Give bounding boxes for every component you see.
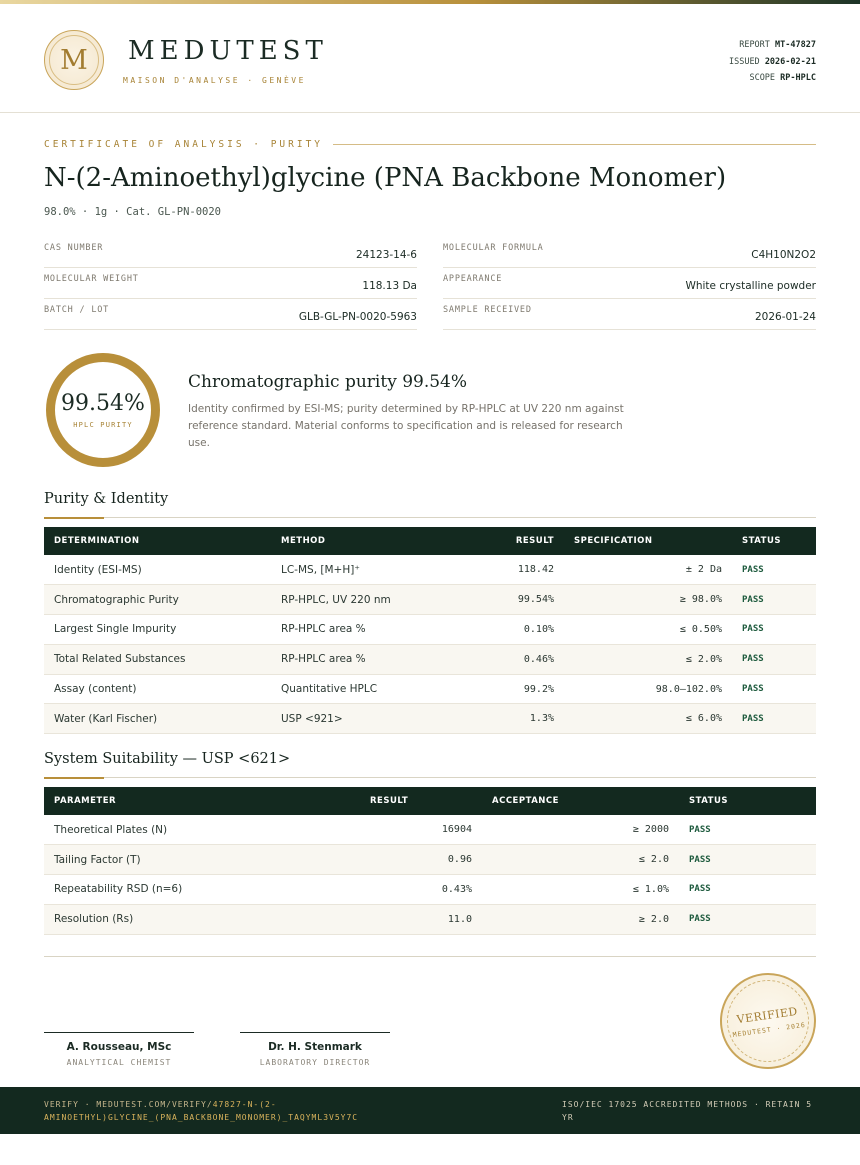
- issued-label: ISSUED: [728, 56, 760, 67]
- product-subtitle: 98.0% · 1g · Cat. GL-PN-0020: [44, 206, 222, 218]
- cell-parameter: Resolution (Rs): [54, 913, 134, 926]
- cell-method: Quantitative HPLC: [281, 683, 378, 696]
- footer-divider: [44, 956, 816, 957]
- identity-section-heading: [44, 488, 816, 518]
- identity-table-header: [44, 527, 816, 555]
- spec-value: 24123-14-6: [355, 249, 417, 261]
- stamp-subtext: MEDUTEST · 2026: [732, 1020, 807, 1039]
- spec-label: CAS NUMBER: [44, 243, 104, 253]
- verify-link[interactable]: 47827-N-(2-AMINOETHYL)GLYCINE_(PNA_BACKBONE_MONOMER)_TAQYML3V5Y7C: [44, 1100, 359, 1122]
- cell-method: RP-HPLC area %: [281, 653, 366, 666]
- spec-label: APPEARANCE: [443, 274, 503, 284]
- brand-name: MEDUTEST: [128, 36, 328, 66]
- col-status: STATUS: [689, 796, 729, 806]
- purity-value: 99.54%: [61, 390, 145, 416]
- table-row: [44, 674, 816, 704]
- suitability-section-heading: [44, 748, 816, 778]
- suitability-table: [44, 787, 816, 935]
- verify-line: [44, 1098, 424, 1124]
- brand-logo-seal: [44, 30, 104, 90]
- signature-analytical-chemist: [44, 1032, 194, 1067]
- table-row: [44, 555, 816, 585]
- cell-status: PASS: [742, 594, 764, 605]
- cell-result: 0.43%: [441, 883, 472, 895]
- cell-status: PASS: [689, 854, 711, 865]
- certificate-kicker-text: CERTIFICATE OF ANALYSIS · PURITY: [44, 139, 324, 150]
- report-id: MT-47827: [775, 40, 816, 50]
- cell-determination: Identity (ESI-MS): [54, 563, 142, 576]
- signatory-name: A. Rousseau, MSc: [66, 1041, 172, 1053]
- table-row: [44, 845, 816, 875]
- col-determination: DETERMINATION: [54, 536, 140, 546]
- col-parameter: PARAMETER: [54, 796, 117, 806]
- cell-result: 99.54%: [517, 594, 554, 606]
- verify-prefix: VERIFY · MEDUTEST.COM/VERIFY/: [44, 1100, 213, 1109]
- cell-result: 1.3%: [529, 713, 554, 725]
- col-status: STATUS: [742, 536, 782, 546]
- issued-date: 2026-02-21: [764, 56, 816, 67]
- cell-specification: ± 2 Da: [685, 564, 722, 576]
- cell-result: 0.46%: [523, 653, 554, 665]
- report-label: REPORT: [739, 40, 770, 50]
- cell-result: 0.10%: [523, 623, 554, 635]
- verified-stamp: [714, 967, 822, 1075]
- spec-label: BATCH / LOT: [44, 305, 110, 315]
- spec-label: SAMPLE RECEIVED: [443, 305, 532, 315]
- cell-determination: Water (Karl Fischer): [54, 712, 158, 725]
- spec-value: C4H10N2O2: [751, 249, 816, 261]
- spec-value: 118.13 Da: [362, 280, 417, 292]
- spec-molecular-weight: [44, 268, 417, 299]
- spec-sample-received: [443, 299, 816, 330]
- signatory-role: ANALYTICAL CHEMIST: [66, 1058, 172, 1067]
- issued-line: [729, 54, 816, 71]
- cell-result: 0.96: [447, 854, 472, 866]
- cell-specification: ≤ 0.50%: [679, 623, 722, 635]
- scope-value: RP-HPLC: [780, 73, 816, 83]
- spec-value: White crystalline powder: [685, 280, 816, 292]
- footer-bar: [0, 1087, 860, 1134]
- product-title: N-(2-Aminoethyl)glycine (PNA Backbone Monomer): [44, 163, 727, 193]
- cell-status: PASS: [742, 624, 764, 635]
- table-row: [44, 815, 816, 845]
- logo-letter: M: [60, 44, 88, 76]
- cell-parameter: Theoretical Plates (N): [54, 823, 168, 836]
- spec-value: GLB-GL-PN-0020-5963: [298, 311, 417, 323]
- brand-tagline: MAISON D'ANALYSE · GENÈVE: [123, 76, 306, 85]
- top-accent-bar: [0, 0, 860, 4]
- cell-specification: ≤ 6.0%: [685, 713, 722, 725]
- col-result: RESULT: [370, 796, 409, 806]
- table-row: [44, 704, 816, 734]
- col-result: RESULT: [515, 536, 554, 546]
- col-method: METHOD: [281, 536, 326, 546]
- suitability-section-title: System Suitability — USP <621>: [44, 751, 291, 767]
- header-divider: [0, 112, 860, 113]
- table-row: [44, 875, 816, 905]
- cell-acceptance: ≤ 2.0: [638, 854, 669, 866]
- signatory-name: Dr. H. Stenmark: [268, 1041, 362, 1053]
- certificate-kicker: [44, 139, 816, 150]
- cell-determination: Largest Single Impurity: [54, 623, 177, 636]
- cell-specification: 98.0–102.0%: [655, 683, 722, 695]
- purity-description: Identity confirmed by ESI-MS; purity determined by RP-HPLC at UV 220 nm against reference standard. Material conforms to specification and is released for research use.: [188, 403, 624, 449]
- report-meta: [729, 37, 816, 87]
- cell-method: RP-HPLC area %: [281, 623, 366, 636]
- heading-underline: [44, 777, 104, 779]
- signature-laboratory-director: [240, 1032, 390, 1067]
- table-row: [44, 644, 816, 674]
- cell-status: PASS: [689, 914, 711, 925]
- cell-parameter: Repeatability RSD (n=6): [54, 883, 183, 896]
- report-id-line: [729, 37, 816, 54]
- col-acceptance: ACCEPTANCE: [492, 796, 559, 806]
- cell-result: 11.0: [447, 913, 472, 925]
- kicker-rule: [333, 144, 816, 145]
- cell-status: PASS: [689, 824, 711, 835]
- spec-value: 2026-01-24: [754, 311, 816, 323]
- cell-acceptance: ≥ 2.0: [638, 913, 669, 925]
- cell-acceptance: ≤ 1.0%: [632, 883, 669, 895]
- purity-ring: [46, 353, 160, 467]
- spec-appearance: [443, 268, 816, 299]
- cell-status: PASS: [742, 564, 764, 575]
- stamp-word: VERIFIED: [735, 1004, 799, 1026]
- table-row: [44, 615, 816, 645]
- identity-table: [44, 527, 816, 734]
- cell-method: RP-HPLC, UV 220 nm: [281, 593, 391, 606]
- spec-cas: [44, 237, 417, 268]
- spec-label: MOLECULAR WEIGHT: [44, 274, 139, 284]
- spec-formula: [443, 237, 816, 268]
- accreditation-note: ISO/IEC 17025 ACCREDITED METHODS · RETAIN 5 YR: [562, 1100, 813, 1122]
- table-row: [44, 585, 816, 615]
- spec-label: MOLECULAR FORMULA: [443, 243, 544, 253]
- cell-parameter: Tailing Factor (T): [54, 853, 141, 866]
- cell-determination: Chromatographic Purity: [54, 593, 179, 606]
- scope-label: SCOPE: [749, 73, 776, 83]
- cell-result: 16904: [441, 824, 472, 836]
- signatory-role: LABORATORY DIRECTOR: [259, 1058, 371, 1067]
- cell-method: LC-MS, [M+H]⁺: [281, 563, 360, 576]
- purity-label: HPLC PURITY: [73, 420, 133, 429]
- identity-section-title: Purity & Identity: [44, 491, 169, 507]
- cell-method: USP <921>: [281, 712, 343, 725]
- scope-line: [729, 70, 816, 87]
- cell-acceptance: ≥ 2000: [632, 824, 669, 836]
- col-specification: SPECIFICATION: [574, 536, 653, 546]
- cell-specification: ≥ 98.0%: [679, 594, 722, 606]
- cell-status: PASS: [689, 884, 711, 895]
- cell-status: PASS: [742, 684, 764, 695]
- heading-underline: [44, 517, 104, 519]
- table-row: [44, 904, 816, 934]
- purity-headline: Chromatographic purity 99.54%: [188, 372, 468, 392]
- cell-specification: ≤ 2.0%: [685, 653, 722, 665]
- cell-status: PASS: [742, 654, 764, 665]
- cell-determination: Assay (content): [54, 683, 137, 696]
- cell-result: 118.42: [517, 564, 554, 576]
- cell-result: 99.2%: [523, 683, 554, 695]
- spec-batch: [44, 299, 417, 330]
- cell-status: PASS: [742, 713, 764, 724]
- suitability-table-header: [44, 787, 816, 815]
- cell-determination: Total Related Substances: [54, 653, 186, 666]
